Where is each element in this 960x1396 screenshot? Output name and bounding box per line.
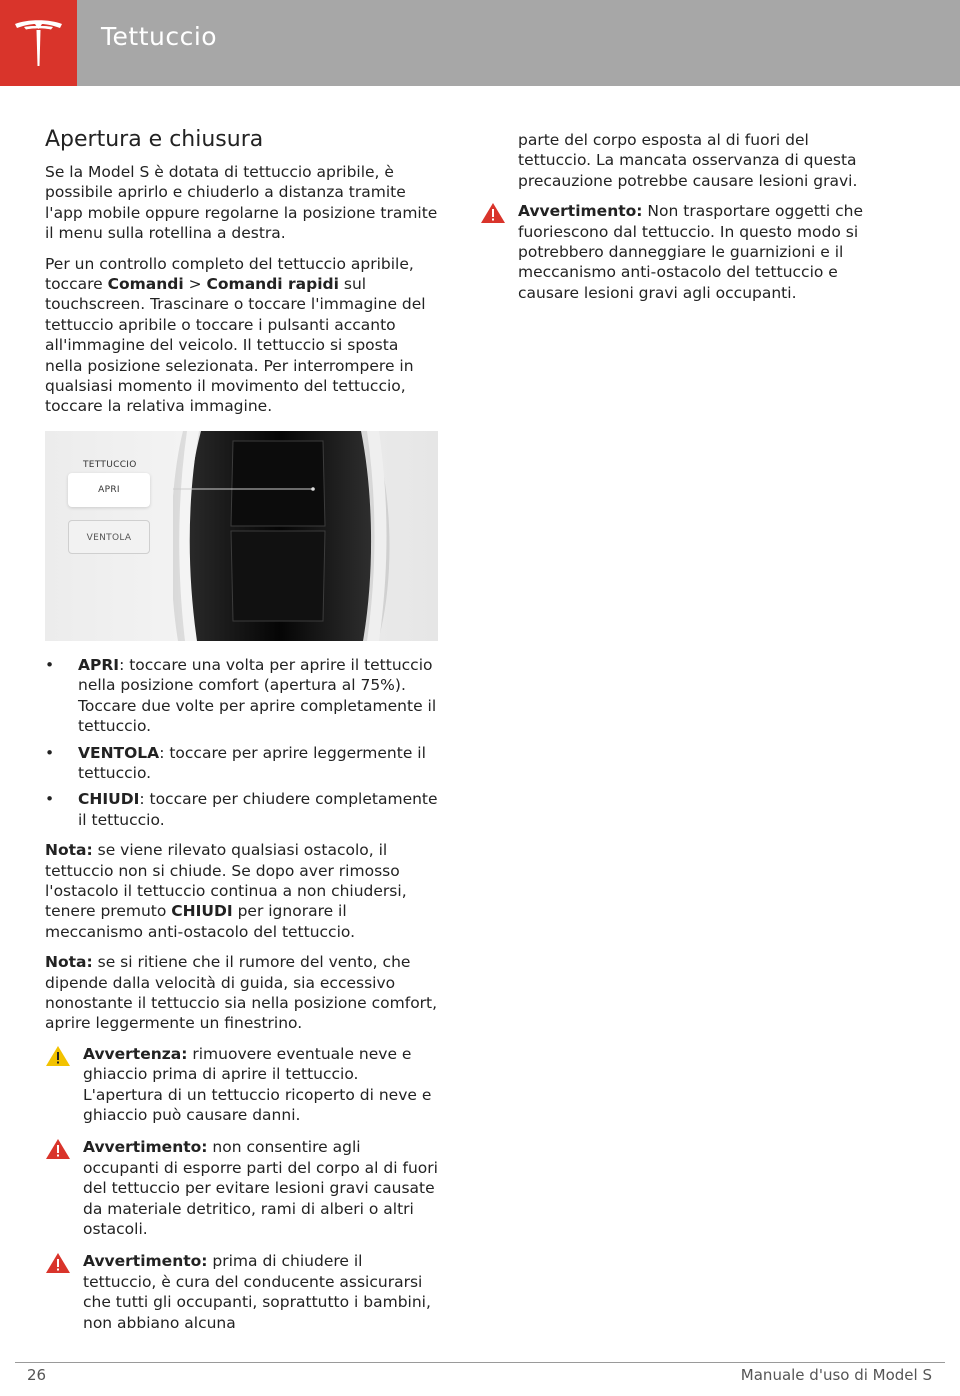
note-label: Nota: (45, 953, 93, 972)
list-item-term: APRI (78, 655, 120, 674)
section-heading: Apertura e chiusura (45, 127, 264, 152)
car-roof-illustration (173, 431, 438, 641)
warning-block (45, 1137, 438, 1239)
menu-ref-comandi: Comandi (107, 275, 184, 294)
list-item-term: VENTOLA (78, 743, 160, 762)
warning-text: prima di chiudere il tettuccio, è cura del conducente assicurarsi che tutti gli occupanti, soprattutto i bambini, non abbiano alcuna (83, 1252, 431, 1332)
page-title: Tettuccio (101, 22, 218, 51)
list-item-text: : toccare una volta per aprire il tettuccio nella posizione comfort (apertura al 75%). Toccare due volte per aprire completamente il tettuccio. (78, 655, 437, 736)
caution-icon (45, 1045, 71, 1067)
warning-icon (480, 202, 506, 224)
list-item (45, 789, 438, 830)
list-item-text: : toccare per aprire leggermente il tettuccio. (78, 743, 426, 782)
figure-ventola-button: VENTOLA (68, 520, 150, 554)
note-text: per ignorare il meccanismo anti-ostacolo del tettuccio. (45, 902, 356, 941)
warning-text: non consentire agli occupanti di esporre parti del corpo al di fuori del tettuccio per evitare lesioni gravi causate da materiale detritico, rami di alberi o altri ostacoli. (83, 1138, 438, 1239)
list-item-term: CHIUDI (78, 790, 140, 809)
text-span: sul touchscreen. Trascinare o toccare l'immagine del tettuccio apribile o toccare i pulsanti accanto all'immagine del veicolo. Il tettuccio si sposta nella posizione selezionata. Per interrompere in qualsiasi momento il movimento del tettuccio, toccare la relativa immagine. (45, 275, 426, 416)
list-item (45, 743, 438, 784)
warning-label: Avvertimento: (518, 202, 643, 221)
bullet: • (45, 655, 55, 674)
sunroof-figure (45, 431, 438, 641)
list-item-text: : toccare per chiudere completamente il tettuccio. (78, 790, 438, 829)
list-item (45, 655, 438, 737)
menu-ref-comandi-rapidi: Comandi rapidi (206, 275, 339, 294)
intro-paragraph: Se la Model S è dotata di tettuccio apribile, è possibile aprirlo e chiuderlo a distanza tramite l'app mobile oppure regolarne la posizione tramite il menu sulla rotellina a destra. (45, 163, 438, 243)
caution-label: Avvertenza: (83, 1044, 188, 1063)
controls-paragraph (45, 254, 438, 417)
note-obstacle (45, 840, 438, 942)
warning-icon (45, 1138, 71, 1160)
figure-apri-button: APRI (68, 473, 150, 507)
continuation-paragraph: parte del corpo esposta al di fuori del tettuccio. La mancata osservanza di questa precauzione potrebbe causare lesioni gravi. (518, 131, 858, 190)
note-text: se viene rilevato qualsiasi ostacolo, il tettuccio non si chiude. Se dopo aver rimosso l'ostacolo il tettuccio continua a non chiudersi, tenere premuto (45, 841, 407, 921)
caution-block (45, 1044, 438, 1126)
warning-block (45, 1251, 438, 1333)
right-column (518, 130, 878, 315)
warning-icon (45, 1252, 71, 1274)
warning-label: Avvertimento: (83, 1252, 208, 1271)
warning-text: Non trasportare oggetti che fuoriescono dal tettuccio. In questo modo si potrebbero danneggiare le guarnizioni e il meccanismo anti-ostacolo del tettuccio e causare lesioni gravi agli occupanti. (518, 202, 863, 302)
tesla-logo-icon (0, 0, 77, 86)
bullet: • (45, 743, 55, 762)
figure-label: TETTUCCIO (83, 459, 137, 470)
note-label: Nota: (45, 841, 93, 860)
note-term: CHIUDI (171, 902, 233, 921)
footer-doc-title: Manuale d'uso di Model S (740, 1366, 932, 1384)
footer-divider (15, 1362, 945, 1363)
warning-label: Avvertimento: (83, 1138, 208, 1157)
bullet: • (45, 790, 55, 809)
caution-text: rimuovere eventuale neve e ghiaccio prima di aprire il tettuccio. L'apertura di un tettuccio ricoperto di neve e ghiaccio può causare danni. (83, 1044, 432, 1124)
text-span: Per un controllo completo del tettuccio apribile, toccare (45, 254, 414, 294)
page-number: 26 (27, 1366, 47, 1384)
left-column (45, 126, 438, 1345)
warning-block (480, 201, 878, 303)
button-list (45, 655, 438, 830)
note-text: se si ritiene che il rumore del vento, che dipende dalla velocità di guida, sia eccessivo nonostante il tettuccio sia nella posizione comfort, aprire leggermente un finestrino. (45, 953, 438, 1033)
separator: > (183, 275, 207, 294)
note-wind (45, 952, 438, 1034)
